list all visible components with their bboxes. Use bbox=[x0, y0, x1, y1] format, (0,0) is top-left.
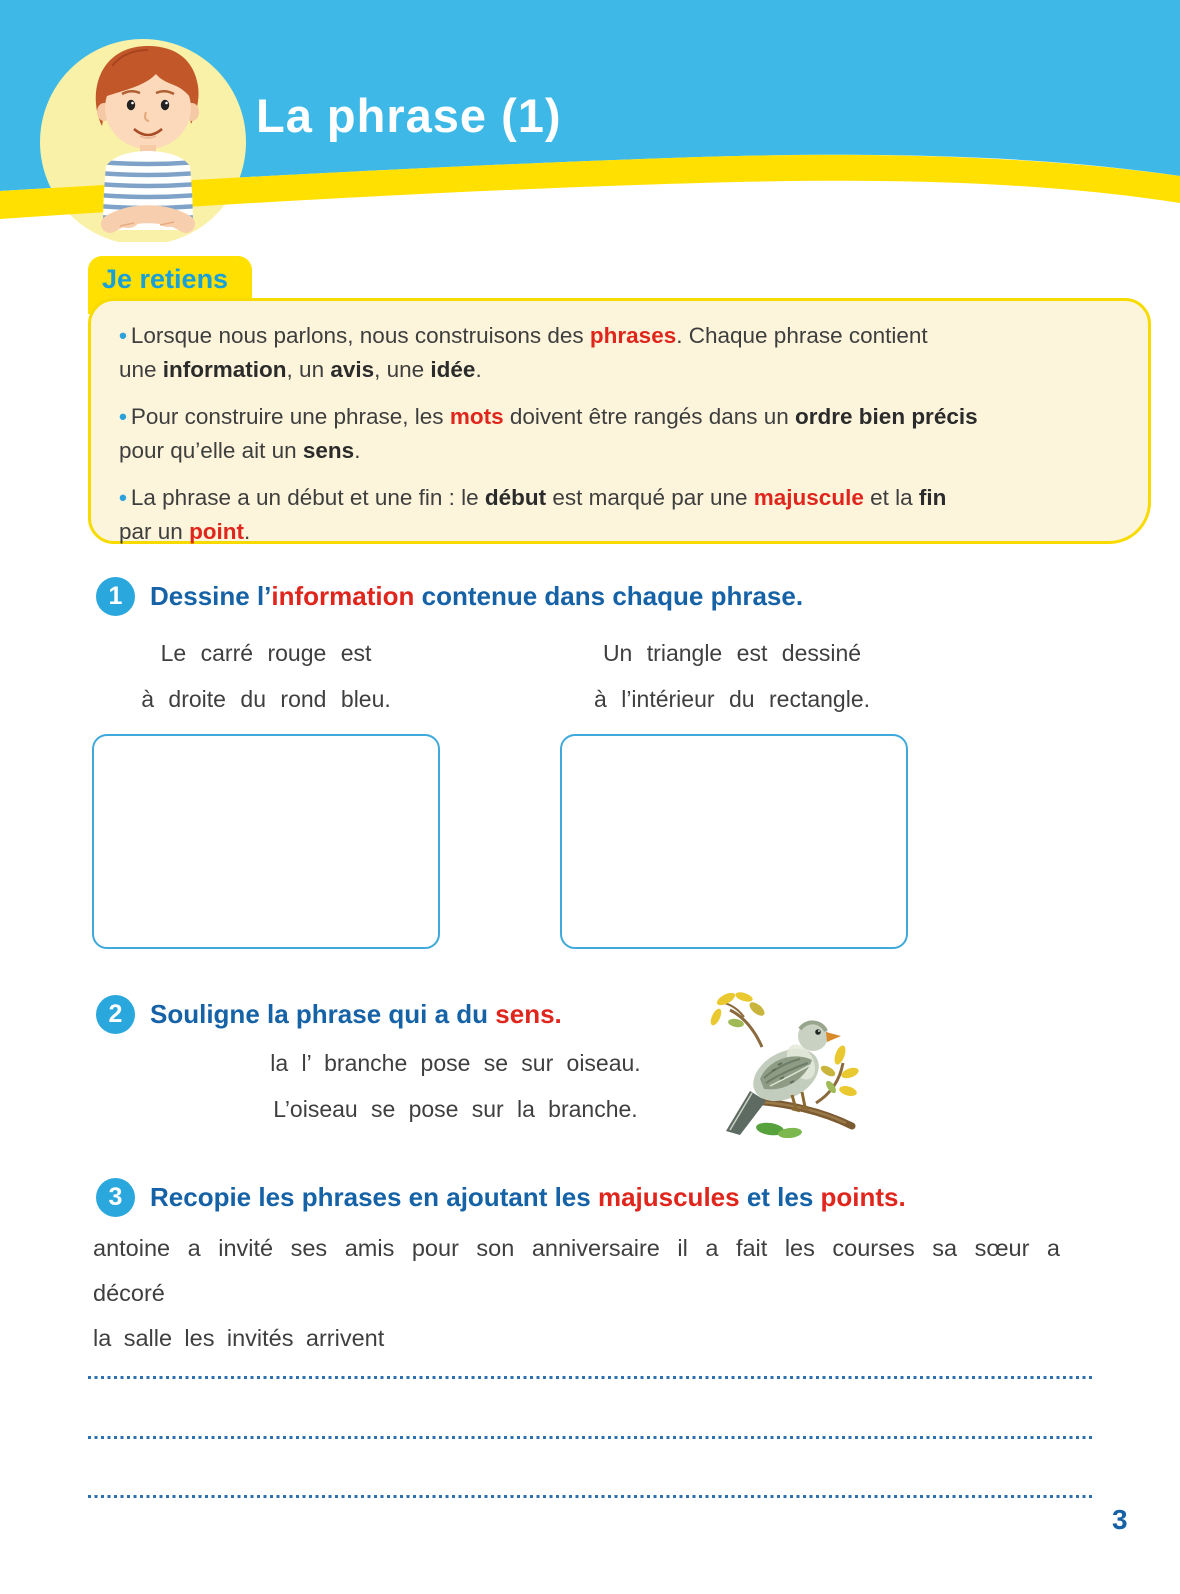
exercise-1-header bbox=[96, 577, 803, 616]
answer-line-1[interactable] bbox=[88, 1376, 1092, 1379]
exercise-3-text bbox=[93, 1226, 1060, 1361]
prompt-line: à l’intérieur du rectangle. bbox=[593, 686, 871, 712]
exercise-2-title: Souligne la phrase qui a du sens. bbox=[150, 999, 562, 1029]
header-wave bbox=[0, 0, 1180, 242]
exercise-1-prompt-right bbox=[558, 630, 906, 722]
exercise-3-header bbox=[96, 1178, 906, 1217]
je-retiens-tab: Je retiens bbox=[88, 256, 252, 314]
exercise-2-sentences bbox=[228, 1040, 683, 1132]
page-title: La phrase (1) bbox=[256, 89, 562, 142]
candidate-sentence-1[interactable]: la l’ branche pose se sur oiseau. bbox=[270, 1050, 641, 1076]
note-bullet-2: • Pour construire une phrase, les mots doivent être rangés dans un ordre bien précis pour qu’elle ait un sens. bbox=[119, 404, 978, 463]
page-number: 3 bbox=[1112, 1504, 1128, 1535]
dictation-line-1: antoine a invité ses amis pour son anniversaire il a fait les courses sa sœur a décoré bbox=[93, 1235, 1060, 1306]
bullet-dot-icon: • bbox=[119, 404, 127, 429]
drawing-box-right[interactable] bbox=[560, 734, 908, 949]
bullet-dot-icon: • bbox=[119, 323, 127, 348]
answer-line-3[interactable] bbox=[88, 1495, 1092, 1498]
note-bullet-1: • Lorsque nous parlons, nous construisons des phrases. Chaque phrase contient une information, un avis, une idée. bbox=[119, 323, 928, 382]
exercise-1-number-badge: 1 bbox=[96, 577, 135, 616]
exercise-2-header bbox=[96, 995, 562, 1034]
dictation-line-2: la salle les invités arrivent bbox=[93, 1325, 385, 1351]
answer-line-2[interactable] bbox=[88, 1436, 1092, 1439]
note-bullet-3: • La phrase a un début et une fin : le début est marqué par une majuscule et la fin par un point. bbox=[119, 485, 947, 544]
prompt-line: Un triangle est dessiné bbox=[602, 640, 862, 666]
je-retiens-box bbox=[88, 298, 1151, 544]
candidate-sentence-2[interactable]: L’oiseau se pose sur la branche. bbox=[273, 1096, 638, 1122]
drawing-box-left[interactable] bbox=[92, 734, 440, 949]
exercise-3-title: Recopie les phrases en ajoutant les majuscules et les points. bbox=[150, 1182, 906, 1212]
exercise-2-number-badge: 2 bbox=[96, 995, 135, 1034]
exercise-3-number-badge: 3 bbox=[96, 1178, 135, 1217]
exercise-1-title: Dessine l’information contenue dans chaque phrase. bbox=[150, 581, 804, 611]
bird-illustration bbox=[700, 983, 860, 1138]
prompt-line: Le carré rouge est bbox=[160, 640, 372, 666]
bullet-dot-icon: • bbox=[119, 485, 127, 510]
prompt-line: à droite du rond bleu. bbox=[141, 686, 391, 712]
exercise-1-prompt-left bbox=[92, 630, 440, 722]
